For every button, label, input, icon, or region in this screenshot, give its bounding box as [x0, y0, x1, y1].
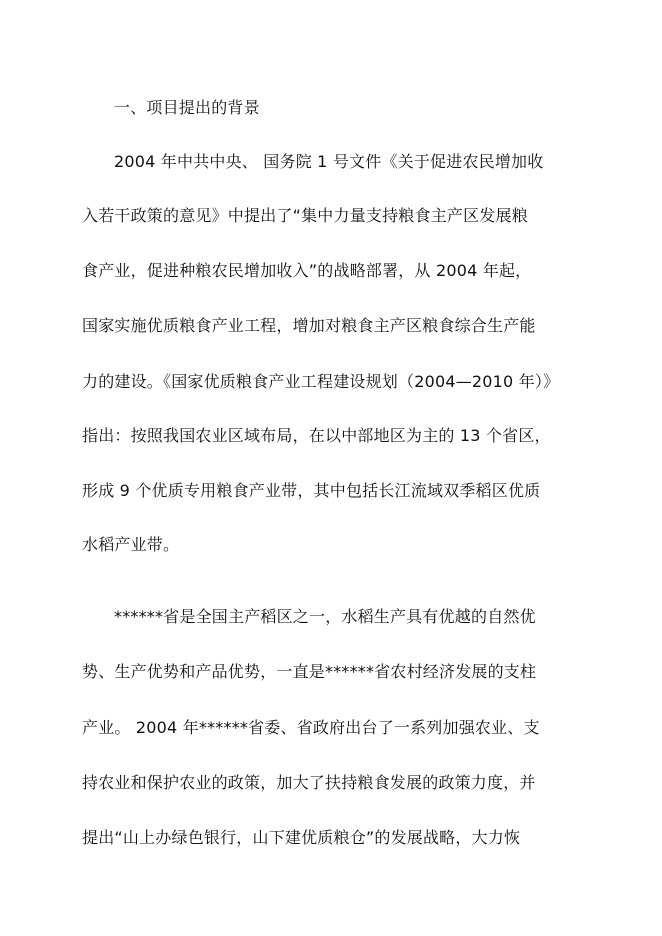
paragraph-line: 入若干政策的意见》中提出了“集中力量支持粮食主产区发展粮 — [82, 206, 528, 225]
section-heading: 一、项目提出的背景 — [114, 98, 260, 117]
paragraph-line: ******省是全国主产稻区之一，水稻生产具有优越的自然优 — [114, 607, 536, 626]
paragraph-line: 产业。 2004 年******省委、省政府出台了一系列加强农业、支 — [82, 718, 540, 737]
paragraph-line: 2004 年中共中央、 国务院 1 号文件《关于促进农民增加收 — [114, 152, 544, 171]
paragraph-line: 水稻产业带。 — [82, 535, 180, 554]
paragraph-line: 形成 9 个优质专用粮食产业带，其中包括长江流域双季稻区优质 — [82, 481, 541, 500]
paragraph-line: 提出“山上办绿色银行，山下建优质粮仓”的发展战略，大力恢 — [82, 828, 521, 847]
paragraph-line: 力的建设。《国家优质粮食产业工程建设规划（2004—2010 年）》 — [82, 372, 560, 391]
paragraph-line: 持农业和保护农业的政策，加大了扶持粮食发展的政策力度，并 — [82, 773, 536, 792]
paragraph-line: 势、生产优势和产品优势，一直是******省农村经济发展的支柱 — [82, 662, 537, 681]
paragraph-line: 食产业，促进种粮农民增加收入”的战略部署，从 2004 年起， — [82, 261, 532, 280]
paragraph-line: 指出：按照我国农业区域布局，在以中部地区为主的 13 个省区， — [82, 426, 551, 445]
paragraph-line: 国家实施优质粮食产业工程，增加对粮食主产区粮食综合生产能 — [82, 316, 536, 335]
